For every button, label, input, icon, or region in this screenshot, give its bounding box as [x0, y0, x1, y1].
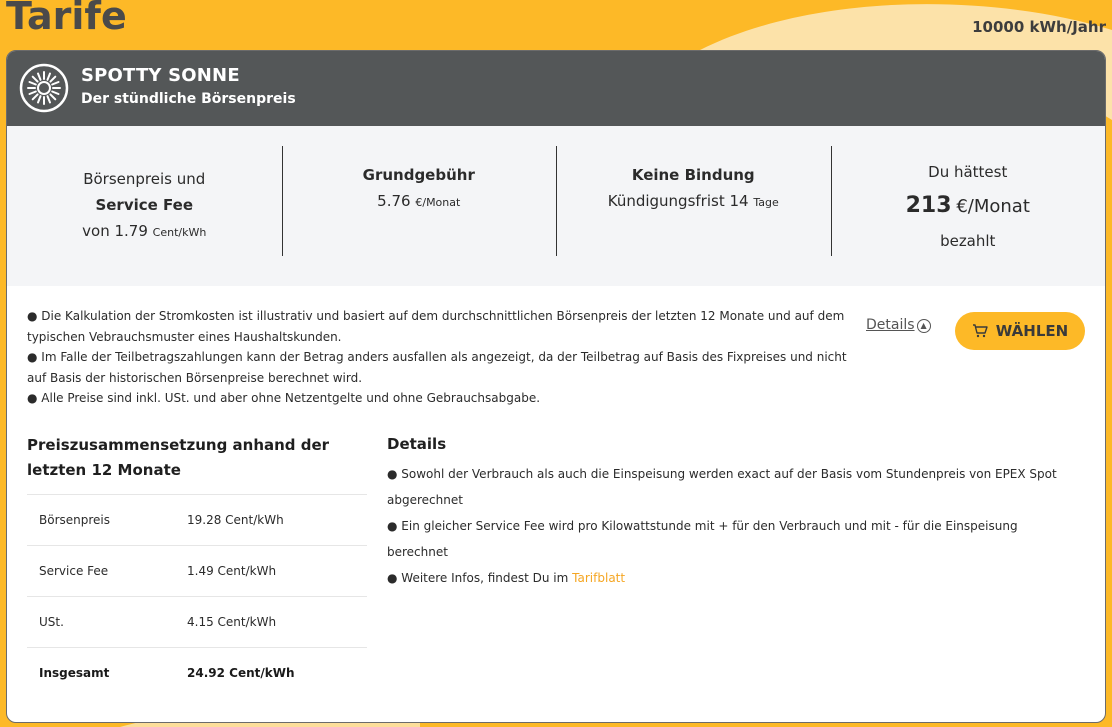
price-breakdown-table — [27, 494, 367, 698]
tariff-summary — [7, 126, 1105, 286]
tariff-subtitle: Der stündliche Börsenpreis — [81, 91, 296, 107]
row-value: 4.15 Cent/kWh — [187, 597, 367, 648]
tariff-name: SPOTTY SONNE — [81, 65, 240, 86]
base-fee-value-line — [377, 188, 460, 216]
tariff-card — [6, 50, 1106, 723]
row-label: Börsenpreis — [27, 495, 187, 546]
details-toggle-label: Details — [866, 317, 915, 333]
details-title: Details — [387, 435, 447, 453]
estimate-value: 213 — [905, 192, 952, 218]
estimate-line1: Du hättest — [928, 162, 1008, 181]
price-line2: Service Fee — [95, 196, 194, 214]
row-value: 1.49 Cent/kWh — [187, 546, 367, 597]
table-row — [27, 597, 367, 648]
estimate-line3: bezahlt — [940, 231, 996, 250]
consumption-label: 10000 kWh/Jahr — [972, 18, 1106, 36]
details-toggle[interactable] — [866, 317, 931, 333]
table-row — [27, 495, 367, 546]
price-value-line — [82, 218, 206, 246]
price-value: 1.79 — [114, 222, 148, 240]
price-prefix: von — [82, 222, 110, 240]
total-row — [27, 648, 367, 699]
base-fee-title: Grundgebühr — [362, 166, 475, 184]
select-tariff-button[interactable] — [955, 312, 1085, 350]
row-label: USt. — [27, 597, 187, 648]
total-label: Insgesamt — [27, 648, 187, 699]
select-tariff-label: WÄHLEN — [995, 322, 1069, 340]
tariff-sheet-link[interactable]: Tarifblatt — [572, 571, 626, 585]
row-label: Service Fee — [27, 546, 187, 597]
notice-period-value: 14 — [729, 192, 749, 210]
row-value: 19.28 Cent/kWh — [187, 495, 367, 546]
notice-period-unit: Tage — [753, 196, 779, 209]
page-title: Tarife — [6, 0, 127, 38]
price-notes — [27, 306, 857, 409]
base-fee-value: 5.76 — [377, 192, 411, 210]
note-item: ● Im Falle der Teilbetragszahlungen kann der Betrag anders ausfallen als angezeigt, da der Teilbetrag auf Basis des Fixpreises und nicht auf Basis der historischen Börsenpreise berechnet wird. — [27, 350, 847, 385]
details-list — [387, 461, 1077, 591]
estimate-unit: €/Monat — [956, 195, 1030, 217]
estimate-column — [831, 126, 1106, 286]
price-column — [7, 126, 282, 286]
price-unit: Cent/kWh — [152, 226, 207, 239]
chevron-up-icon: ▲ — [917, 319, 931, 333]
more-info-text: ● Weitere Infos, findest Du im — [387, 571, 569, 585]
details-item: ● Sowohl der Verbrauch als auch die Einspeisung werden exact auf der Basis vom Stundenpreis von EPEX Spot abgerechnet — [387, 467, 1057, 507]
estimate-value-line — [906, 185, 1030, 228]
base-fee-unit: €/Monat — [415, 196, 461, 209]
note-item: ● Die Kalkulation der Stromkosten ist illustrativ und basiert auf dem durchschnittlichen Börsenpreis der letzten 12 Monate und auf dem typischen Vebrauchsmuster eines Haushaltskunden. — [27, 309, 845, 344]
details-item-more — [387, 565, 1077, 591]
sun-icon — [19, 63, 69, 113]
price-line1: Börsenpreis und — [83, 170, 206, 188]
base-fee-column — [282, 126, 557, 286]
notice-period-label: Kündigungsfrist — [607, 192, 725, 210]
commitment-title: Keine Bindung — [631, 166, 755, 184]
table-row — [27, 546, 367, 597]
cart-icon — [972, 324, 988, 338]
commitment-column — [556, 126, 831, 286]
breakdown-title: Preiszusammensetzung anhand der letzten 12 Monate — [27, 436, 330, 479]
note-item: ● Alle Preise sind inkl. USt. und aber ohne Netzentgelte und ohne Gebrauchsabgabe. — [27, 391, 541, 405]
details-item: ● Ein gleicher Service Fee wird pro Kilowattstunde mit + für den Verbrauch und mit - für die Einspeisung berechnet — [387, 519, 1018, 559]
tariff-header — [7, 51, 1105, 126]
commitment-line — [608, 188, 779, 216]
total-value: 24.92 Cent/kWh — [187, 648, 367, 699]
